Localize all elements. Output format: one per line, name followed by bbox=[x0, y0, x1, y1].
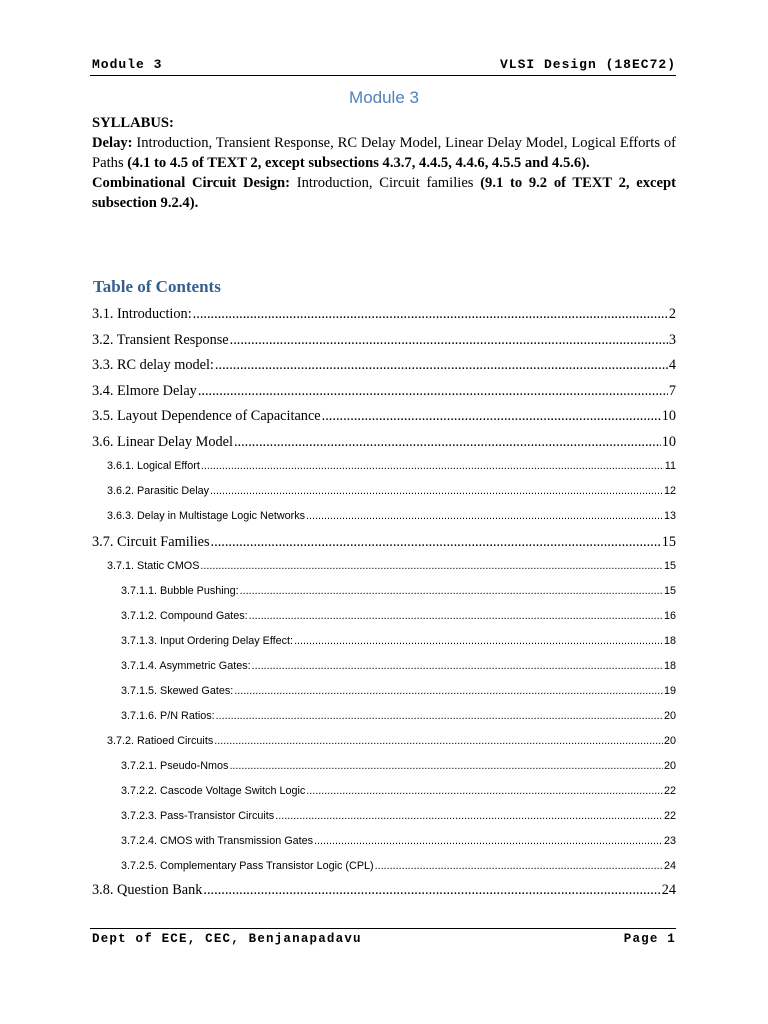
toc-entry[interactable] bbox=[92, 383, 676, 403]
toc-leader bbox=[240, 585, 663, 597]
toc-entry[interactable] bbox=[92, 434, 676, 454]
toc-entry-title: 3.7.2.2. Cascode Voltage Switch Logic bbox=[121, 785, 306, 797]
toc-leader bbox=[306, 785, 663, 797]
toc-entry-title: 3.1. Introduction: bbox=[92, 306, 192, 322]
toc-entry-title: 3.7.1.3. Input Ordering Delay Effect: bbox=[121, 635, 294, 647]
toc-leader bbox=[375, 860, 663, 872]
toc-entry-title: 3.7.1. Static CMOS bbox=[107, 560, 200, 572]
toc-leader bbox=[214, 735, 663, 747]
toc-leader bbox=[193, 306, 668, 323]
toc-entry-page: 22 bbox=[663, 785, 676, 797]
ccd-label: Combinational Circuit Design: bbox=[92, 175, 291, 191]
toc-entry[interactable] bbox=[92, 735, 676, 755]
toc-entry-title: 3.6.1. Logical Effort bbox=[107, 460, 200, 472]
ccd-ref: (9.1 to 9.2 of TEXT 2, except subsection 9.2.4). bbox=[92, 175, 676, 211]
toc-entry[interactable] bbox=[92, 660, 676, 680]
toc-entry[interactable] bbox=[92, 460, 676, 480]
toc-entry-page: 11 bbox=[664, 460, 676, 472]
toc-entry-page: 24 bbox=[661, 882, 676, 898]
toc-entry[interactable] bbox=[92, 835, 676, 855]
toc-entry-title: 3.7.2.5. Complementary Pass Transistor Logic (CPL) bbox=[121, 860, 374, 872]
toc-entry[interactable] bbox=[92, 685, 676, 705]
toc-leader bbox=[201, 460, 664, 472]
toc-entry-title: 3.7.1.2. Compound Gates: bbox=[121, 610, 248, 622]
syllabus-heading: SYLLABUS: bbox=[92, 115, 174, 131]
toc-entry-page: 19 bbox=[663, 685, 676, 697]
header-rule bbox=[90, 75, 676, 76]
toc-entry-page: 15 bbox=[663, 560, 676, 572]
toc-entry[interactable] bbox=[92, 882, 676, 902]
header-module: Module 3 bbox=[92, 57, 163, 72]
toc-entry[interactable] bbox=[92, 710, 676, 730]
toc-entry[interactable] bbox=[92, 860, 676, 880]
toc-entry-page: 22 bbox=[663, 810, 676, 822]
toc-entry-page: 12 bbox=[663, 485, 676, 497]
toc-leader bbox=[200, 560, 663, 572]
toc-entry-title: 3.6.2. Parasitic Delay bbox=[107, 485, 210, 497]
toc-entry-page: 23 bbox=[663, 835, 676, 847]
toc-leader bbox=[211, 534, 661, 551]
toc-entry-title: 3.2. Transient Response bbox=[92, 332, 229, 348]
toc-entry-page: 20 bbox=[663, 710, 676, 722]
running-header bbox=[92, 55, 676, 75]
syllabus-block bbox=[92, 113, 676, 213]
toc-entry-page: 2 bbox=[668, 306, 676, 322]
toc-leader bbox=[210, 485, 663, 497]
toc-entry-title: 3.4. Elmore Delay bbox=[92, 383, 197, 399]
toc-entry-page: 15 bbox=[661, 534, 676, 550]
syllabus-delay bbox=[92, 133, 676, 173]
toc-entry-title: 3.6.3. Delay in Multistage Logic Networks bbox=[107, 510, 306, 522]
footer-page-number: Page 1 bbox=[623, 932, 676, 946]
toc-entry[interactable] bbox=[92, 760, 676, 780]
toc-entry[interactable] bbox=[92, 610, 676, 630]
toc-entry-title: 3.7.2.1. Pseudo-Nmos bbox=[121, 760, 229, 772]
toc-entry-page: 15 bbox=[663, 585, 676, 597]
toc-entry[interactable] bbox=[92, 332, 676, 352]
toc-entry-page: 10 bbox=[661, 434, 676, 450]
toc-leader bbox=[294, 635, 663, 647]
toc-entry-page: 18 bbox=[663, 635, 676, 647]
toc-leader bbox=[229, 760, 663, 772]
running-footer bbox=[92, 932, 676, 950]
toc-leader bbox=[203, 882, 660, 899]
delay-ref: (4.1 to 4.5 of TEXT 2, except subsections 4.3.7, 4.4.5, 4.4.6, 4.5.5 and 4.5.6). bbox=[127, 155, 590, 171]
delay-text: Introduction, Transient Response, RC Delay Model, Linear Delay Model, Logical Efforts of Paths bbox=[92, 135, 676, 171]
toc-entry-page: 7 bbox=[668, 383, 676, 399]
toc-heading: Table of Contents bbox=[93, 277, 221, 296]
toc-entry-page: 10 bbox=[661, 408, 676, 424]
toc-leader bbox=[230, 332, 668, 349]
toc-entry-page: 24 bbox=[663, 860, 676, 872]
toc-entry-page: 16 bbox=[663, 610, 676, 622]
footer-department: Dept of ECE, CEC, Benjanapadavu bbox=[92, 932, 362, 946]
toc-leader bbox=[215, 357, 668, 374]
toc-leader bbox=[322, 408, 661, 425]
toc-entry-page: 13 bbox=[663, 510, 676, 522]
toc-leader bbox=[249, 610, 663, 622]
toc-entry[interactable] bbox=[92, 485, 676, 505]
toc-leader bbox=[198, 383, 668, 400]
toc-entry-title: 3.8. Question Bank bbox=[92, 882, 203, 898]
toc-entry[interactable] bbox=[92, 560, 676, 580]
toc-entry-title: 3.6. Linear Delay Model bbox=[92, 434, 233, 450]
toc-entry[interactable] bbox=[92, 635, 676, 655]
toc-entry-title: 3.7.2. Ratioed Circuits bbox=[107, 735, 214, 747]
toc-entry-title: 3.7. Circuit Families bbox=[92, 534, 210, 550]
toc-entry-page: 18 bbox=[663, 660, 676, 672]
toc-entry-title: 3.7.1.4. Asymmetric Gates: bbox=[121, 660, 251, 672]
toc-entry-page: 4 bbox=[668, 357, 676, 373]
toc-entry[interactable] bbox=[92, 357, 676, 377]
toc-leader bbox=[234, 434, 661, 451]
ccd-text: Introduction, Circuit families bbox=[290, 175, 481, 191]
toc-entry-page: 3 bbox=[668, 332, 676, 348]
toc-entry[interactable] bbox=[92, 585, 676, 605]
toc-entry-title: 3.5. Layout Dependence of Capacitance bbox=[92, 408, 321, 424]
footer-rule bbox=[90, 928, 676, 929]
toc-leader bbox=[216, 710, 663, 722]
toc-entry-title: 3.3. RC delay model: bbox=[92, 357, 214, 373]
toc-entry-title: 3.7.2.4. CMOS with Transmission Gates bbox=[121, 835, 314, 847]
syllabus-ccd bbox=[92, 173, 676, 213]
header-course: VLSI Design (18EC72) bbox=[499, 57, 676, 72]
toc-entry-page: 20 bbox=[663, 760, 676, 772]
toc-leader bbox=[314, 835, 663, 847]
toc-leader bbox=[306, 510, 663, 522]
toc-leader bbox=[234, 685, 663, 697]
page-title: Module 3 bbox=[349, 88, 419, 107]
toc-entry[interactable] bbox=[92, 534, 676, 554]
delay-label: Delay: bbox=[92, 135, 133, 151]
toc-entry-title: 3.7.1.1. Bubble Pushing: bbox=[121, 585, 239, 597]
toc-entry[interactable] bbox=[92, 510, 676, 530]
toc-entry-title: 3.7.1.5. Skewed Gates: bbox=[121, 685, 234, 697]
toc-entry[interactable] bbox=[92, 785, 676, 805]
toc-leader bbox=[252, 660, 663, 672]
toc-entry[interactable] bbox=[92, 810, 676, 830]
toc-entry-title: 3.7.2.3. Pass-Transistor Circuits bbox=[121, 810, 275, 822]
toc-leader bbox=[275, 810, 663, 822]
toc-entry-title: 3.7.1.6. P/N Ratios: bbox=[121, 710, 215, 722]
toc-entry[interactable] bbox=[92, 306, 676, 326]
toc-entry-page: 20 bbox=[663, 735, 676, 747]
toc-entry[interactable] bbox=[92, 408, 676, 428]
